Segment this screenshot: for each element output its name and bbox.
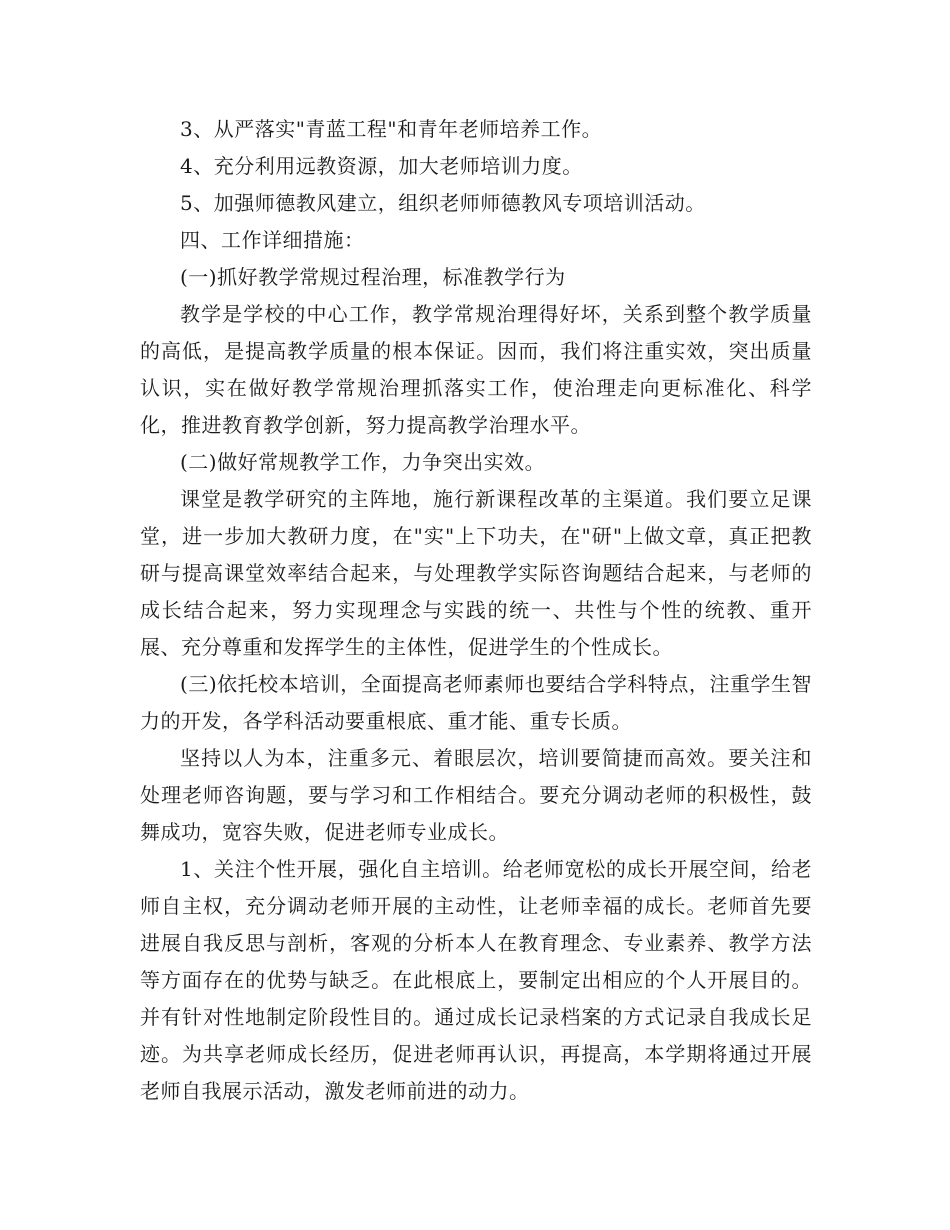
paragraph: 1、关注个性开展，强化自主培训。给老师宽松的成长开展空间，给老师自主权，充分调动老师开展的主动性，让老师幸福的成长。老师首先要进展自我反思与剖析，客观的分析本人在教育理念、专业素养、教学方法等方面存在的优势与缺乏。在此根底上，要制定出相应的个人开展目的。并有针对性地制定阶段性目的。通过成长记录档案的方式记录自我成长足迹。为共享老师成长经历，促进老师再认识，再提高，本学期将通过开展老师自我展示活动，激发老师前进的动力。 — [140, 857, 812, 1103]
document-body — [140, 111, 812, 1110]
paragraph: 坚持以人为本，注重多元、着眼层次，培训要简捷而高效。要关注和处理老师咨询题，要与学习和工作相结合。要充分调动老师的积极性，鼓舞成功，宽容失败，促进老师专业成长。 — [140, 746, 812, 844]
paragraph: 5、加强师德教风建立，组织老师师德教风专项培训活动。 — [180, 191, 706, 215]
subsection-heading: (二)做好常规教学工作，力争突出实效。 — [180, 450, 546, 474]
subsection-heading: (三)依托校本培训，全面提高老师素师也要结合学科特点，注重学生智力的开发，各学科活动要重根底、重才能、重专长质。 — [140, 672, 812, 733]
paragraph: 3、从严落实"青蓝工程"和青年老师培养工作。 — [180, 117, 603, 141]
paragraph: 4、充分利用远教资源，加大老师培训力度。 — [180, 154, 583, 178]
section-heading: 四、工作详细措施： — [180, 228, 365, 252]
subsection-heading: (一)抓好教学常规过程治理，标准教学行为 — [180, 265, 566, 289]
paragraph: 教学是学校的中心工作，教学常规治理得好坏，关系到整个教学质量的高低，是提高教学质量的根本保证。因而，我们将注重实效，突出质量认识，实在做好教学常规治理抓落实工作，使治理走向更标准化、科学化，推进教育教学创新，努力提高教学治理水平。 — [140, 302, 812, 437]
paragraph: 课堂是教学研究的主阵地，施行新课程改革的主渠道。我们要立足课堂，进一步加大教研力度，在"实"上下功夫，在"研"上做文章，真正把教研与提高课堂效率结合起来，与处理教学实际咨询题结合起来，与老师的成长结合起来，努力实现理念与实践的统一、共性与个性的统教、重开展、充分尊重和发挥学生的主体性，促进学生的个性成长。 — [140, 487, 812, 659]
